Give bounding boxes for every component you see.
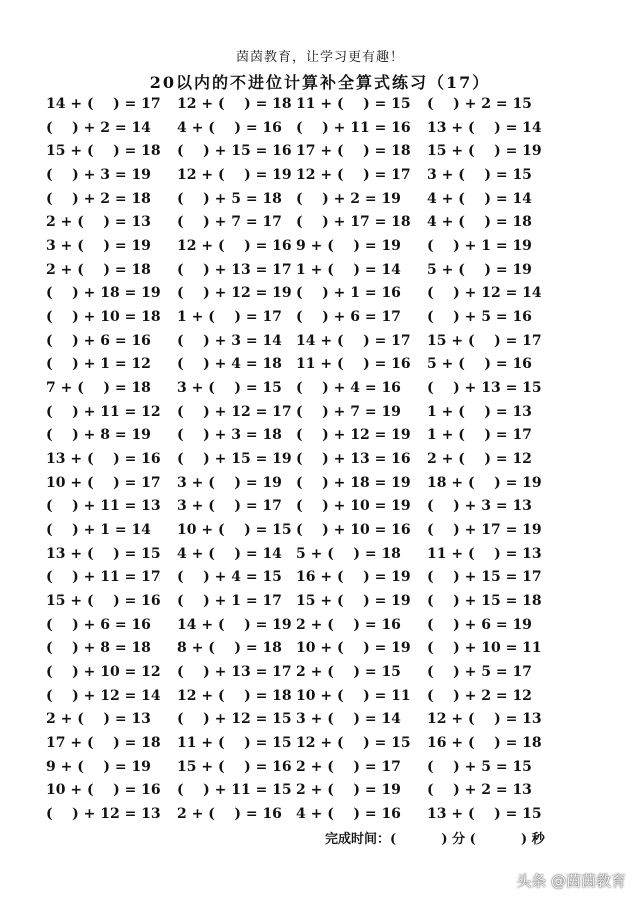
equation: 10 + ( ) = 16 (46, 782, 161, 799)
equation: ( ) + 11 = 13 (46, 498, 161, 515)
equation: ( ) + 11 = 17 (46, 569, 161, 586)
exercise-row (0, 732, 640, 756)
equation: ( ) + 2 = 18 (46, 190, 151, 207)
equation: ( ) + 13 = 17 (177, 664, 292, 681)
equation: 16 + ( ) = 19 (296, 569, 411, 586)
exercise-row (0, 140, 640, 164)
exercise-grid (0, 93, 640, 827)
equation: 11 + ( ) = 15 (177, 735, 292, 752)
equation: 13 + ( ) = 14 (427, 119, 542, 136)
equation: ( ) + 4 = 15 (177, 569, 282, 586)
exercise-row (0, 117, 640, 141)
equation: 9 + ( ) = 19 (46, 758, 151, 775)
page-header: 茵茵教育，让学习更有趣！ (235, 50, 404, 65)
exercise-row (0, 211, 640, 235)
equation: 5 + ( ) = 16 (427, 356, 532, 373)
equation: 3 + ( ) = 15 (427, 167, 532, 184)
equation: 1 + ( ) = 17 (427, 427, 532, 444)
equation: ( ) + 8 = 19 (46, 427, 151, 444)
equation: 12 + ( ) = 18 (177, 687, 292, 704)
equation: 9 + ( ) = 19 (296, 238, 401, 255)
equation: ( ) + 4 = 18 (177, 356, 282, 373)
exercise-row (0, 685, 640, 709)
equation: 14 + ( ) = 17 (296, 332, 411, 349)
equation: 14 + ( ) = 17 (46, 96, 161, 112)
equation: ( ) + 18 = 19 (296, 474, 411, 491)
equation: ( ) + 12 = 19 (177, 285, 292, 302)
equation: ( ) + 2 = 13 (427, 782, 532, 799)
watermark: 头条 @茵茵教育 (516, 872, 626, 890)
equation: ( ) + 5 = 18 (177, 190, 282, 207)
equation: ( ) + 15 = 17 (427, 569, 542, 586)
equation: 5 + ( ) = 18 (296, 545, 401, 562)
equation: ( ) + 2 = 19 (296, 190, 401, 207)
equation: ( ) + 12 = 15 (177, 711, 292, 728)
equation: ( ) + 15 = 18 (427, 593, 542, 610)
equation: ( ) + 17 = 18 (296, 214, 411, 231)
equation: ( ) + 6 = 17 (296, 309, 401, 326)
exercise-row (0, 282, 640, 306)
exercise-row (0, 590, 640, 614)
equation: 15 + ( ) = 19 (296, 593, 411, 610)
equation: ( ) + 6 = 19 (427, 616, 532, 633)
equation: ( ) + 1 = 14 (46, 522, 151, 539)
equation: 12 + ( ) = 13 (427, 711, 542, 728)
equation: ( ) + 12 = 14 (46, 687, 161, 704)
equation: ( ) + 10 = 11 (427, 640, 542, 657)
equation: 7 + ( ) = 18 (46, 380, 151, 397)
exercise-row (0, 661, 640, 685)
equation: 13 + ( ) = 16 (46, 451, 161, 468)
exercise-row (0, 448, 640, 472)
equation: ( ) + 2 = 12 (427, 687, 532, 704)
equation: 16 + ( ) = 18 (427, 735, 542, 752)
equation: ( ) + 15 = 19 (177, 451, 292, 468)
equation: ( ) + 7 = 17 (177, 214, 282, 231)
equation: 13 + ( ) = 15 (427, 806, 542, 823)
exercise-row (0, 164, 640, 188)
equation: 15 + ( ) = 16 (46, 593, 161, 610)
exercise-row (0, 259, 640, 283)
equation: 15 + ( ) = 19 (427, 143, 542, 160)
equation: ( ) + 5 = 16 (427, 309, 532, 326)
equation: 18 + ( ) = 19 (427, 474, 542, 491)
equation: 1 + ( ) = 13 (427, 403, 532, 420)
equation: ( ) + 3 = 18 (177, 427, 282, 444)
equation: ( ) + 3 = 19 (46, 167, 151, 184)
exercise-row (0, 637, 640, 661)
worksheet-title: 20以内的不进位计算补全算式练习（17） (149, 73, 491, 92)
equation: ( ) + 10 = 12 (46, 664, 161, 681)
equation: ( ) + 1 = 19 (427, 238, 532, 255)
equation: ( ) + 10 = 16 (296, 522, 411, 539)
equation: 2 + ( ) = 15 (296, 664, 401, 681)
equation: 2 + ( ) = 12 (427, 451, 532, 468)
equation: ( ) + 13 = 17 (177, 261, 292, 278)
equation: 15 + ( ) = 17 (427, 332, 542, 349)
exercise-row (0, 756, 640, 780)
exercise-row (0, 614, 640, 638)
equation: ( ) + 1 = 12 (46, 356, 151, 373)
equation: 11 + ( ) = 16 (296, 356, 411, 373)
completion-time: 完成时间：( ) 分 ( ) 秒 (325, 832, 545, 847)
equation: 4 + ( ) = 14 (177, 545, 282, 562)
equation: ( ) + 4 = 16 (296, 380, 401, 397)
exercise-row (0, 472, 640, 496)
equation: 11 + ( ) = 13 (427, 545, 542, 562)
equation: 12 + ( ) = 18 (177, 96, 292, 112)
exercise-row (0, 519, 640, 543)
equation: 2 + ( ) = 17 (296, 758, 401, 775)
equation: 11 + ( ) = 15 (296, 96, 411, 112)
equation: 15 + ( ) = 16 (177, 758, 292, 775)
exercise-row (0, 779, 640, 803)
equation: 12 + ( ) = 16 (177, 238, 292, 255)
exercise-row (0, 803, 640, 827)
equation: 2 + ( ) = 18 (46, 261, 151, 278)
equation: 10 + ( ) = 17 (46, 474, 161, 491)
equation: ( ) + 11 = 16 (296, 119, 411, 136)
equation: 3 + ( ) = 15 (177, 380, 282, 397)
exercise-row (0, 235, 640, 259)
equation: ( ) + 5 = 15 (427, 758, 532, 775)
exercise-row (0, 306, 640, 330)
exercise-row (0, 353, 640, 377)
equation: 4 + ( ) = 18 (427, 214, 532, 231)
equation: 12 + ( ) = 17 (296, 167, 411, 184)
equation: 3 + ( ) = 14 (296, 711, 401, 728)
equation: 2 + ( ) = 16 (296, 616, 401, 633)
equation: ( ) + 17 = 19 (427, 522, 542, 539)
exercise-row (0, 401, 640, 425)
equation: 10 + ( ) = 11 (296, 687, 411, 704)
equation: 2 + ( ) = 13 (46, 711, 151, 728)
exercise-row (0, 330, 640, 354)
equation: ( ) + 7 = 19 (296, 403, 401, 420)
equation: 1 + ( ) = 17 (177, 309, 282, 326)
equation: ( ) + 13 = 15 (427, 380, 542, 397)
equation: ( ) + 10 = 18 (46, 309, 161, 326)
exercise-row (0, 708, 640, 732)
equation: ( ) + 12 = 14 (427, 285, 542, 302)
equation: ( ) + 12 = 17 (177, 403, 292, 420)
equation: 5 + ( ) = 19 (427, 261, 532, 278)
exercise-row (0, 566, 640, 590)
equation: 2 + ( ) = 13 (46, 214, 151, 231)
equation: 1 + ( ) = 14 (296, 261, 401, 278)
equation: ( ) + 6 = 16 (46, 616, 151, 633)
equation: ( ) + 11 = 12 (46, 403, 161, 420)
equation: 4 + ( ) = 14 (427, 190, 532, 207)
equation: ( ) + 1 = 17 (177, 593, 282, 610)
equation: ( ) + 12 = 19 (296, 427, 411, 444)
exercise-row (0, 543, 640, 567)
equation: ( ) + 5 = 17 (427, 664, 532, 681)
exercise-row (0, 424, 640, 448)
equation: ( ) + 12 = 13 (46, 806, 161, 823)
equation: ( ) + 1 = 16 (296, 285, 401, 302)
equation: ( ) + 6 = 16 (46, 332, 151, 349)
equation: ( ) + 3 = 14 (177, 332, 282, 349)
equation: ( ) + 8 = 18 (46, 640, 151, 657)
equation: 3 + ( ) = 17 (177, 498, 282, 515)
exercise-row (0, 93, 640, 117)
equation: ( ) + 3 = 13 (427, 498, 532, 515)
equation: 2 + ( ) = 19 (296, 782, 401, 799)
equation: ( ) + 18 = 19 (46, 285, 161, 302)
equation: 15 + ( ) = 18 (46, 143, 161, 160)
equation: ( ) + 2 = 15 (427, 96, 532, 112)
equation: 17 + ( ) = 18 (46, 735, 161, 752)
equation: 8 + ( ) = 18 (177, 640, 282, 657)
exercise-row (0, 188, 640, 212)
equation: 4 + ( ) = 16 (177, 119, 282, 136)
equation: 10 + ( ) = 19 (296, 640, 411, 657)
equation: ( ) + 11 = 15 (177, 782, 292, 799)
equation: 13 + ( ) = 15 (46, 545, 161, 562)
exercise-row (0, 495, 640, 519)
equation: 14 + ( ) = 19 (177, 616, 292, 633)
exercise-row (0, 377, 640, 401)
equation: 2 + ( ) = 16 (177, 806, 282, 823)
equation: 17 + ( ) = 18 (296, 143, 411, 160)
equation: ( ) + 13 = 16 (296, 451, 411, 468)
equation: 12 + ( ) = 15 (296, 735, 411, 752)
equation: ( ) + 2 = 14 (46, 119, 151, 136)
equation: 12 + ( ) = 19 (177, 167, 292, 184)
equation: ( ) + 15 = 16 (177, 143, 292, 160)
equation: 10 + ( ) = 15 (177, 522, 292, 539)
equation: 3 + ( ) = 19 (46, 238, 151, 255)
equation: 3 + ( ) = 19 (177, 474, 282, 491)
equation: 4 + ( ) = 16 (296, 806, 401, 823)
equation: ( ) + 10 = 19 (296, 498, 411, 515)
